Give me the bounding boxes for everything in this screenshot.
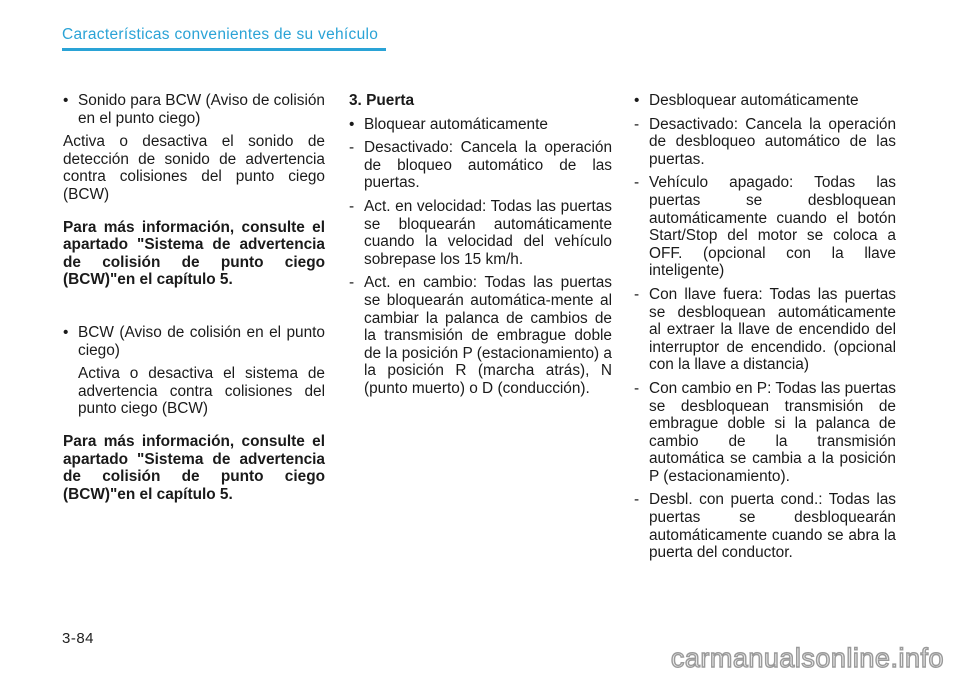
column-3 xyxy=(634,92,896,568)
column-2 xyxy=(349,92,612,404)
option-text: Desbl. con puerta cond.: Todas las puertas se desbloquearán automáticamente cuando se abra la puerta del conductor. xyxy=(649,491,896,562)
bullet-text: Bloquear automáticamente xyxy=(364,115,548,133)
bullet-mark: • xyxy=(63,92,69,109)
option-text: Act. en velocidad: Todas las puertas se bloquearán automáticamente cuando la velocidad del vehículo sobrepase los 15 km/h. xyxy=(364,197,612,268)
dash-mark: - xyxy=(349,274,355,292)
dash-mark: - xyxy=(634,491,640,509)
section-heading: 3. Puerta xyxy=(349,92,415,109)
bullet-mark: • xyxy=(349,115,355,133)
bullet-text: Sonido para BCW (Aviso de colisión en el punto ciego) xyxy=(78,92,325,127)
column-1 xyxy=(63,92,325,518)
option-item xyxy=(634,491,896,561)
option-text: Vehículo apagado: Todas las puertas se desbloquean automáticamente cuando el botón Start/Stop del motor se coloca a OFF. (opcional con la llave inteligente) xyxy=(649,174,896,280)
bullet-text: Desbloquear automáticamente xyxy=(649,92,859,109)
page-number: 3-84 xyxy=(62,630,95,647)
reference-note: Para más información, consulte el apartado "Sistema de advertencia de colisión de punto ciego (BCW)"en el capítulo 5. xyxy=(63,432,325,503)
bullet-item xyxy=(63,324,325,359)
option-item xyxy=(349,139,612,192)
dash-mark: - xyxy=(634,174,640,192)
option-item xyxy=(349,198,612,268)
bullet-item xyxy=(349,116,612,134)
bullet-text: BCW (Aviso de colisión en el punto ciego) xyxy=(78,323,325,359)
option-text: Con llave fuera: Todas las puertas se desbloquean automáticamente al extraer la llave de encendido del interruptor de encendido. (opcional con la llave a distancia) xyxy=(649,285,896,374)
section-header: Características convenientes de su vehículo xyxy=(62,26,379,43)
description: Activa o desactiva el sonido de detección de sonido de advertencia contra colisiones del punto ciego (BCW) xyxy=(63,133,325,203)
bullet-item xyxy=(634,92,896,110)
option-item xyxy=(634,174,896,280)
header-underline xyxy=(62,48,386,51)
dash-mark: - xyxy=(634,115,640,133)
option-item xyxy=(634,116,896,169)
dash-mark: - xyxy=(349,197,355,215)
bullet-item xyxy=(63,92,325,127)
dash-mark: - xyxy=(349,139,355,157)
option-item xyxy=(634,380,896,486)
reference-note: Para más información, consulte el apartado "Sistema de advertencia de colisión de punto ciego (BCW)"en el capítulo 5. xyxy=(63,218,325,289)
dash-mark: - xyxy=(634,379,640,397)
option-item xyxy=(634,286,896,374)
option-text: Desactivado: Cancela la operación de bloqueo automático de las puertas. xyxy=(364,139,612,192)
bullet-mark: • xyxy=(634,92,640,109)
option-text: Desactivado: Cancela la operación de desbloqueo automático de las puertas. xyxy=(649,115,896,168)
watermark-logo: carmanualsonline.info xyxy=(670,643,944,673)
option-item xyxy=(349,274,612,397)
option-text: Act. en cambio: Todas las puertas se bloquearán automática-mente al cambiar la palanca de cambios de la transmisión de embrague doble de la posición P (estacionamiento) a la posición R (marcha atrás), N (punto muerto) o D (conducción). xyxy=(364,274,612,397)
bullet-mark: • xyxy=(63,323,69,341)
option-text: Con cambio en P: Todas las puertas se desbloquean transmisión de embrague doble si la palanca de cambio de la transmisión automática se cambia a la posición P (estacionamiento). xyxy=(649,379,896,485)
dash-mark: - xyxy=(634,285,640,303)
description: Activa o desactiva el sistema de advertencia contra colisiones del punto ciego (BCW) xyxy=(78,365,325,418)
